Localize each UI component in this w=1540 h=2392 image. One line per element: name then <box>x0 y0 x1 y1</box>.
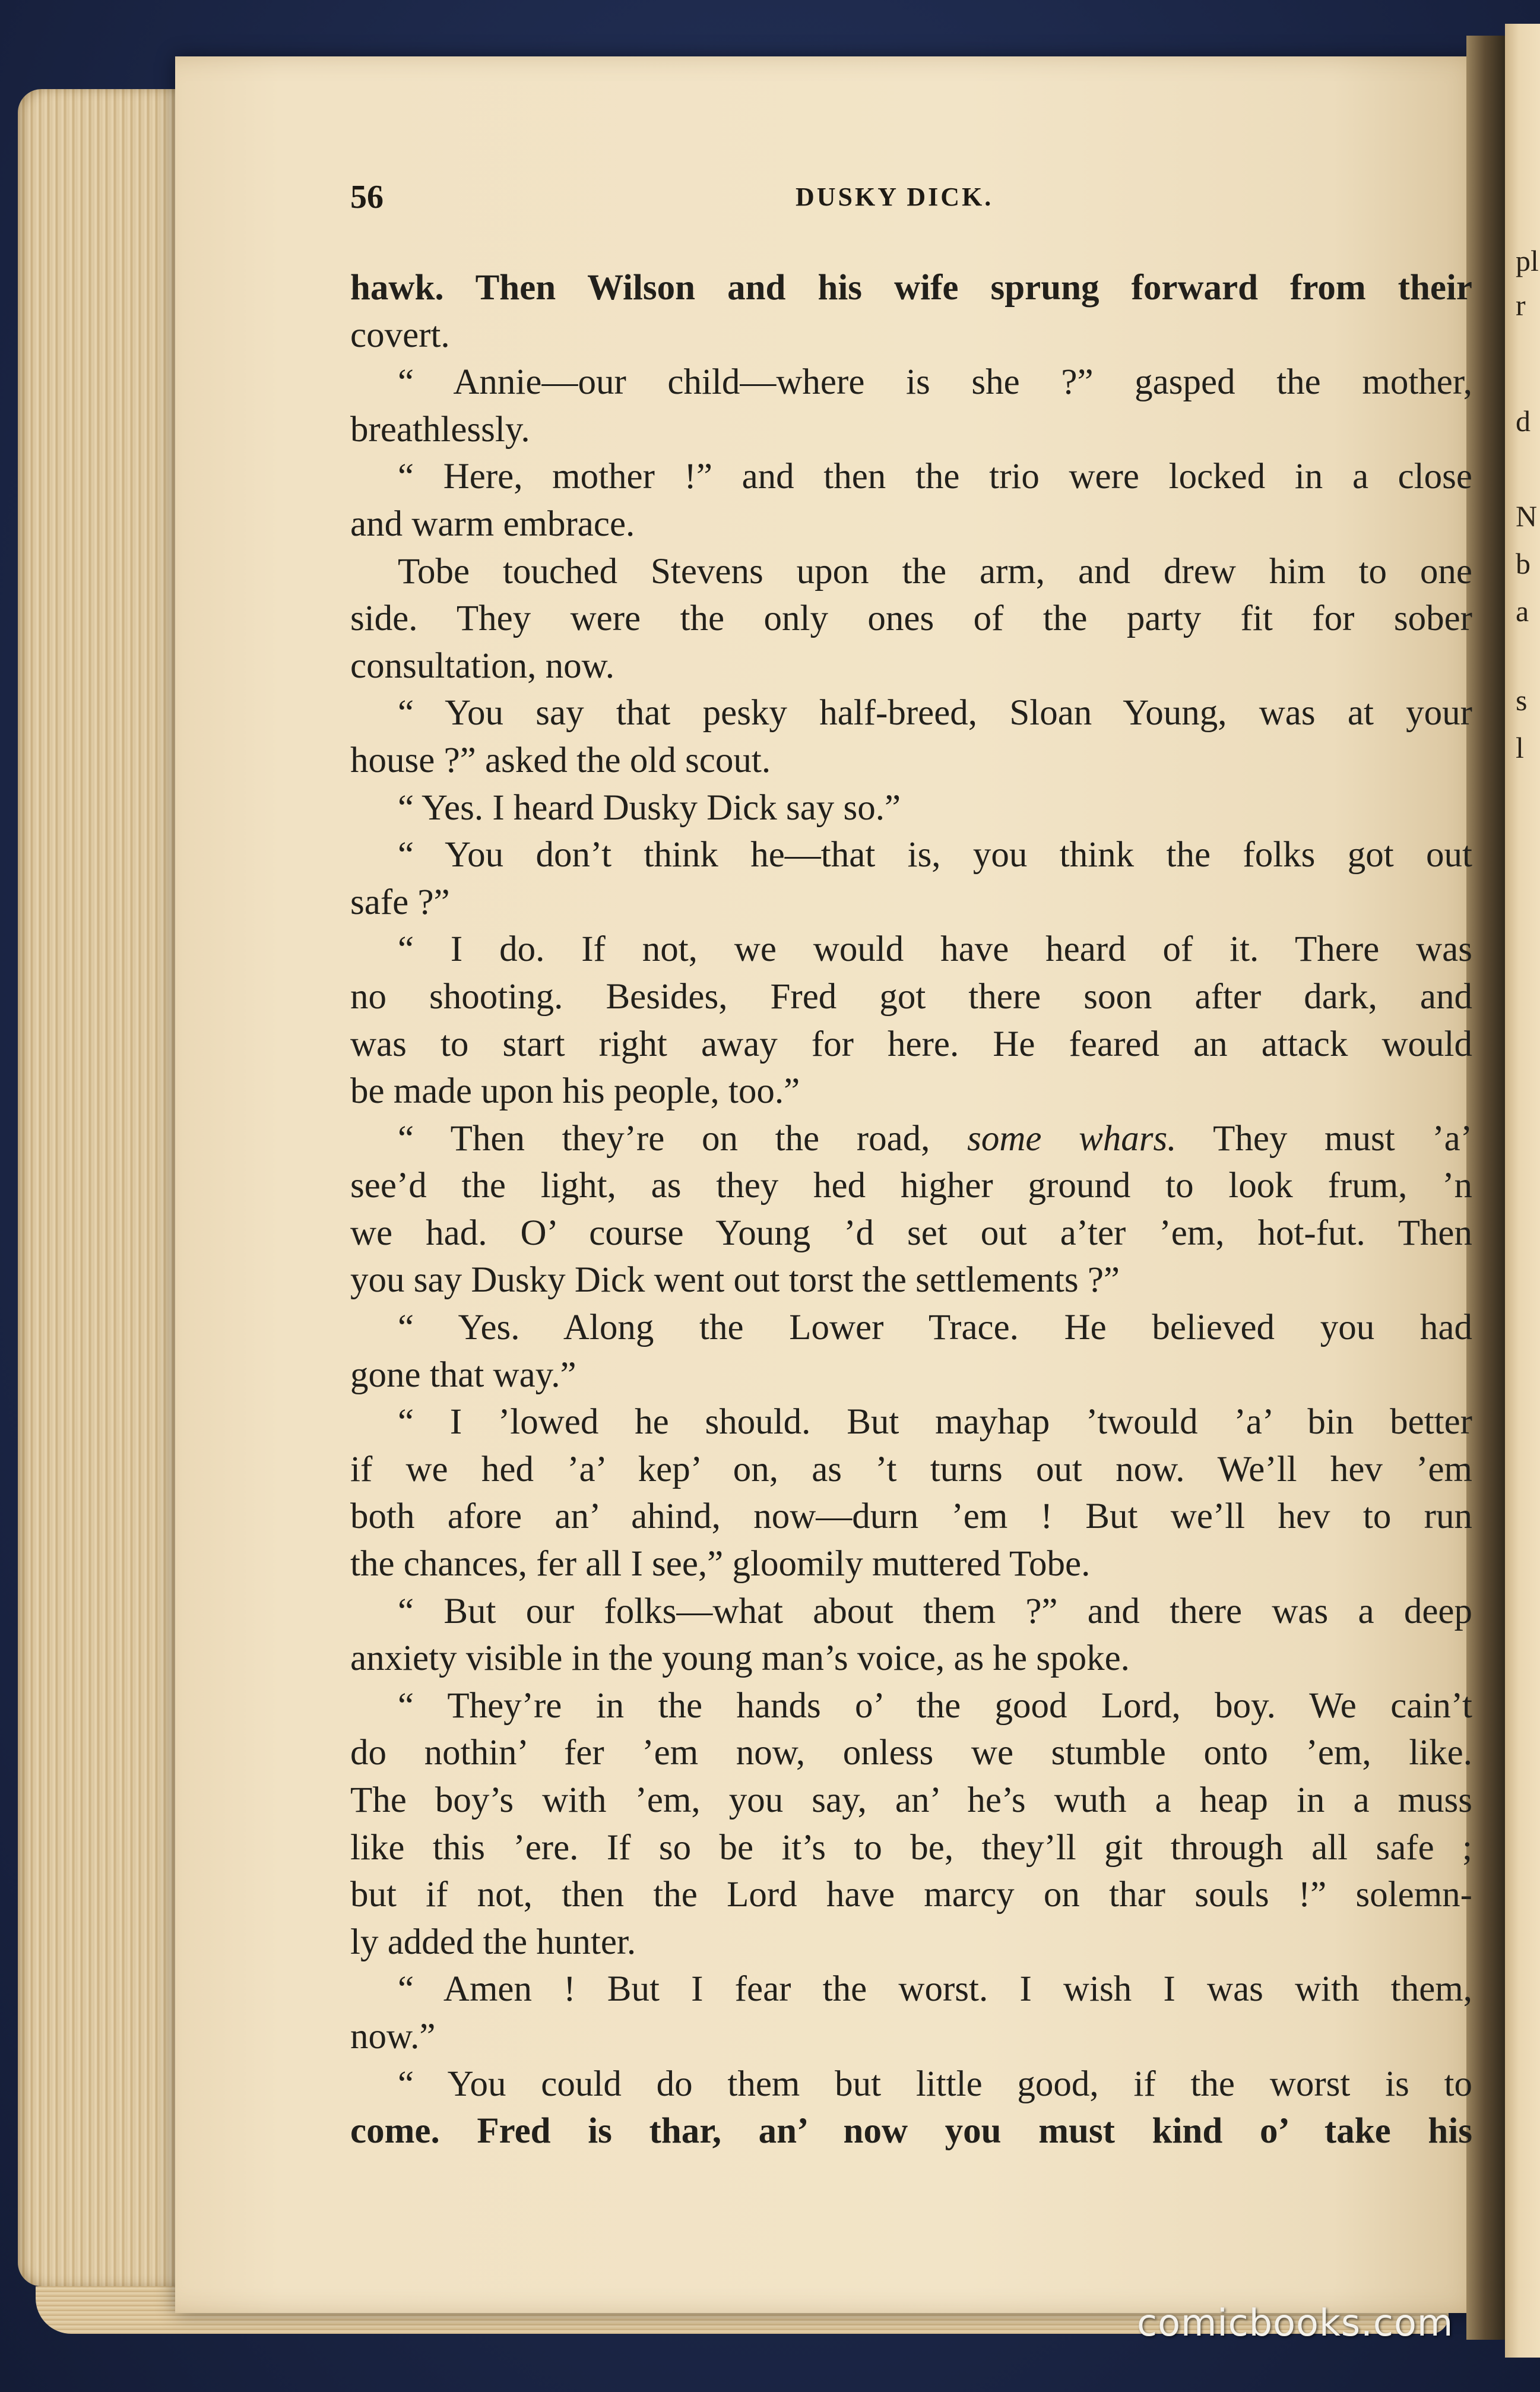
text-line: no shooting. Besides, Fred got there soon after dark, and <box>350 976 1472 1017</box>
opposite-fragment: b <box>1516 547 1531 580</box>
opposite-fragment: d <box>1516 404 1531 438</box>
opposite-fragment: r <box>1516 289 1526 322</box>
opposite-fragment: a <box>1516 594 1529 628</box>
text-line: “ Yes. Along the Lower Trace. He believed you had <box>398 1308 1472 1348</box>
text-line: covert. <box>350 315 450 355</box>
text-line: and warm embrace. <box>350 504 635 544</box>
italic-run: some whars. <box>967 1118 1177 1159</box>
text-line: now.” <box>350 2016 436 2056</box>
text-line: hawk. Then Wilson and his wife sprung forward from their <box>350 268 1472 308</box>
text-line: safe ?” <box>350 882 450 922</box>
text-line: we had. O’ course Young ’d set out a’ter ’em, hot-fut. Then <box>350 1213 1472 1253</box>
text-line: “ I do. If not, we would have heard of it. There was <box>398 929 1472 970</box>
text-line: be made upon his people, too.” <box>350 1071 800 1112</box>
text-line <box>350 1115 1472 1163</box>
text-line: consultation, now. <box>350 646 615 686</box>
text-line: Tobe touched Stevens upon the arm, and drew him to one <box>398 551 1472 591</box>
text-line: “ You don’t think he—that is, you think the folks got out <box>398 835 1472 875</box>
text-line: “ Here, mother !” and then the trio were locked in a close <box>398 457 1472 497</box>
page-number: 56 <box>350 179 384 216</box>
text-line: if we hed ’a’ kep’ on, as ’t turns out now. We’ll hev ’em <box>350 1449 1472 1489</box>
text-line: you say Dusky Dick went out torst the settlements ?” <box>350 1260 1120 1301</box>
text-line: like this ’ere. If so be it’s to be, they’ll git through all safe ; <box>350 1827 1472 1868</box>
book-spine-shadow <box>1466 36 1508 2340</box>
watermark: comicbooks.com <box>1137 2301 1454 2344</box>
text-line: “ Annie—our child—where is she ?” gasped the mother, <box>398 362 1472 403</box>
opposite-fragment: l <box>1516 731 1524 764</box>
text-line: see’d the light, as they hed higher ground to look frum, ’n <box>350 1166 1472 1206</box>
text-line: “ You could do them but little good, if the worst is to <box>398 2064 1472 2104</box>
text-line: anxiety visible in the young man’s voice, as he spoke. <box>350 1638 1130 1679</box>
text-line: the chances, fer all I see,” gloomily muttered Tobe. <box>350 1544 1091 1584</box>
text-line: house ?” asked the old scout. <box>350 740 771 780</box>
text-line: breathlessly. <box>350 409 530 450</box>
text-line: “ They’re in the hands o’ the good Lord, boy. We cain’t <box>398 1685 1472 1726</box>
text-line: “ Amen ! But I fear the worst. I wish I was with them, <box>398 1969 1472 2010</box>
opposite-page <box>1505 24 1540 2358</box>
text-line: The boy’s with ’em, you say, an’ he’s wuth a heap in a muss <box>350 1780 1472 1820</box>
opposite-fragment: pl <box>1516 244 1539 277</box>
text-line: ly added the hunter. <box>350 1922 636 1962</box>
text-line: “ Yes. I heard Dusky Dick say so.” <box>398 787 901 828</box>
text-line: side. They were the only ones of the party fit for sober <box>350 599 1472 639</box>
text-line: come. Fred is thar, an’ now you must kind o’ take his <box>350 2111 1472 2151</box>
text-line: was to start right away for here. He feared an attack would <box>350 1024 1472 1064</box>
text-line: “ But our folks—what about them ?” and there was a deep <box>398 1591 1472 1631</box>
page-text <box>350 264 1472 2155</box>
text-line: do nothin’ fer ’em now, onless we stumble onto ’em, like. <box>350 1733 1472 1773</box>
page-header <box>350 178 1478 226</box>
running-title: DUSKY DICK. <box>796 182 994 211</box>
text-line: gone that way.” <box>350 1355 576 1395</box>
text-line: both afore an’ ahind, now—durn ’em ! But we’ll hev to run <box>350 1496 1472 1537</box>
page-edges-left <box>18 89 178 2286</box>
text-run: They must ’a’ <box>1213 1118 1473 1159</box>
text-line: “ You say that pesky half-breed, Sloan Young, was at your <box>398 693 1472 733</box>
text-line: but if not, then the Lord have marcy on thar souls !” solemn- <box>350 1875 1472 1915</box>
opposite-fragment: N <box>1516 499 1538 533</box>
text-run: “ Then they’re on the road, <box>398 1118 930 1159</box>
text-line: “ I ’lowed he should. But mayhap ’twould ’a’ bin better <box>398 1402 1472 1442</box>
opposite-fragment: s <box>1516 684 1528 717</box>
